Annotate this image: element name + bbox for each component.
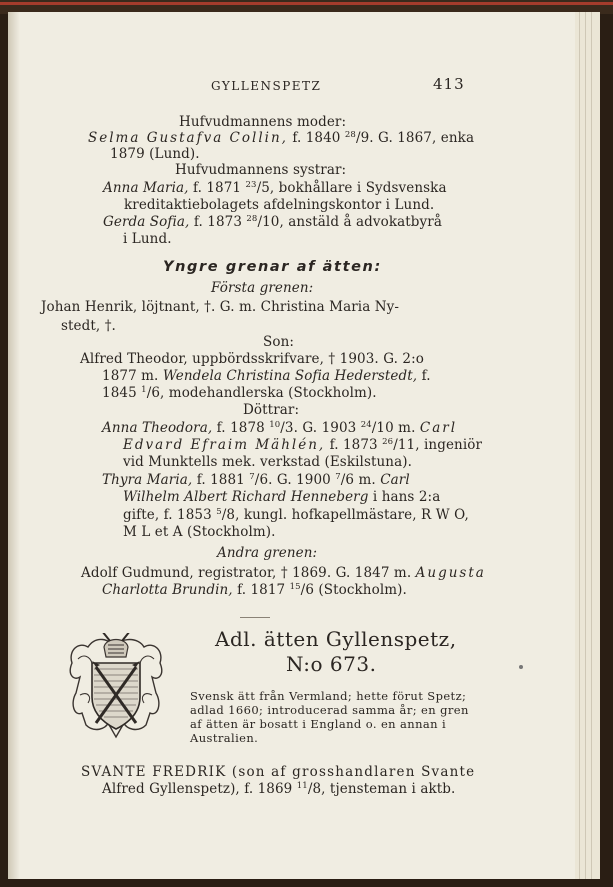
text-line: Gerda Sofia, f. 1873 $^{28}$/10, anstäld å advokatbyrå bbox=[103, 214, 442, 230]
description-line: af ätten är bosatt i England o. en annan i bbox=[190, 717, 447, 731]
description-line: Australien. bbox=[190, 731, 259, 745]
running-title: GYLLENSPETZ bbox=[211, 79, 322, 93]
text-line: Thyra Maria, f. 1881 $^7$/6. G. 1900 $^7$/6 m. Carl bbox=[102, 472, 410, 488]
text-line: Hufvudmannens moder: bbox=[179, 114, 347, 130]
text-line: kreditaktiebolagets afdelningskontor i Lund. bbox=[124, 197, 435, 213]
text-line: Alfred Gyllenspetz), f. 1869 $^{11}$/8, tjensteman i aktb. bbox=[102, 781, 456, 797]
text-line: Döttrar: bbox=[243, 402, 300, 418]
branch-heading: Första grenen: bbox=[211, 280, 314, 296]
text-line: 1845 $^1$/6, modehandlerska (Stockholm). bbox=[102, 385, 377, 401]
text-line: 1879 (Lund). bbox=[110, 146, 200, 162]
text-line: stedt, †. bbox=[61, 318, 116, 334]
text-line: Anna Theodora, f. 1878 $^{10}$/3. G. 1903 $^{24}$/10 m. Carl bbox=[102, 420, 458, 436]
page-gutter bbox=[8, 12, 20, 879]
text-line: Selma Gustafva Collin, f. 1840 $^{28}$/9. G. 1867, enka bbox=[88, 130, 475, 146]
page-number: 413 bbox=[433, 75, 465, 93]
description-line: adlad 1660; introducerad samma år; en gren bbox=[190, 703, 469, 717]
text-line: i Lund. bbox=[123, 231, 172, 247]
text-line: Edvard Efraim Mählén, f. 1873 $^{26}$/11, ingeniör bbox=[123, 437, 483, 453]
text-line: SVANTE FREDRIK (son af grosshandlaren Svante bbox=[81, 764, 476, 780]
ink-dot bbox=[519, 665, 523, 669]
coat-of-arms-icon bbox=[66, 633, 166, 748]
text-line: M L et A (Stockholm). bbox=[123, 524, 276, 540]
page-edge bbox=[591, 12, 600, 879]
divider-rule bbox=[240, 617, 270, 618]
text-line: Hufvudmannens systrar: bbox=[175, 162, 347, 178]
text-line: Wilhelm Albert Richard Henneberg i hans 2:a bbox=[123, 489, 441, 505]
text-line: vid Munktells mek. verkstad (Eskilstuna). bbox=[123, 454, 412, 470]
family-title: Adl. ätten Gyllenspetz, bbox=[215, 627, 457, 651]
text-line: Charlotta Brundin, f. 1817 $^{15}$/6 (Stockholm). bbox=[102, 582, 407, 598]
text-line: Anna Maria, f. 1871 $^{23}$/5, bokhållare i Sydsvenska bbox=[103, 180, 447, 196]
text-line: Alfred Theodor, uppbördsskrifvare, † 1903. G. 2:o bbox=[80, 351, 424, 367]
branch-heading: Andra grenen: bbox=[217, 545, 318, 561]
text-line: Adolf Gudmund, registrator, † 1869. G. 1847 m. Augusta bbox=[81, 565, 486, 581]
text-line: gifte, f. 1853 $^5$/8, kungl. hofkapellmästare, R W O, bbox=[123, 507, 469, 523]
text-line: Son: bbox=[263, 334, 295, 350]
description-line: Svensk ätt från Vermland; hette förut Spetz; bbox=[190, 689, 467, 703]
page-top-edge bbox=[0, 2, 613, 5]
text-line: Johan Henrik, löjtnant, †. G. m. Christina Maria Ny- bbox=[41, 299, 400, 315]
family-number: N:o 673. bbox=[286, 652, 377, 676]
section-heading: Yngre grenar af ätten: bbox=[163, 259, 382, 275]
text-line: 1877 m. Wendela Christina Sofia Hederstedt, f. bbox=[102, 368, 431, 384]
